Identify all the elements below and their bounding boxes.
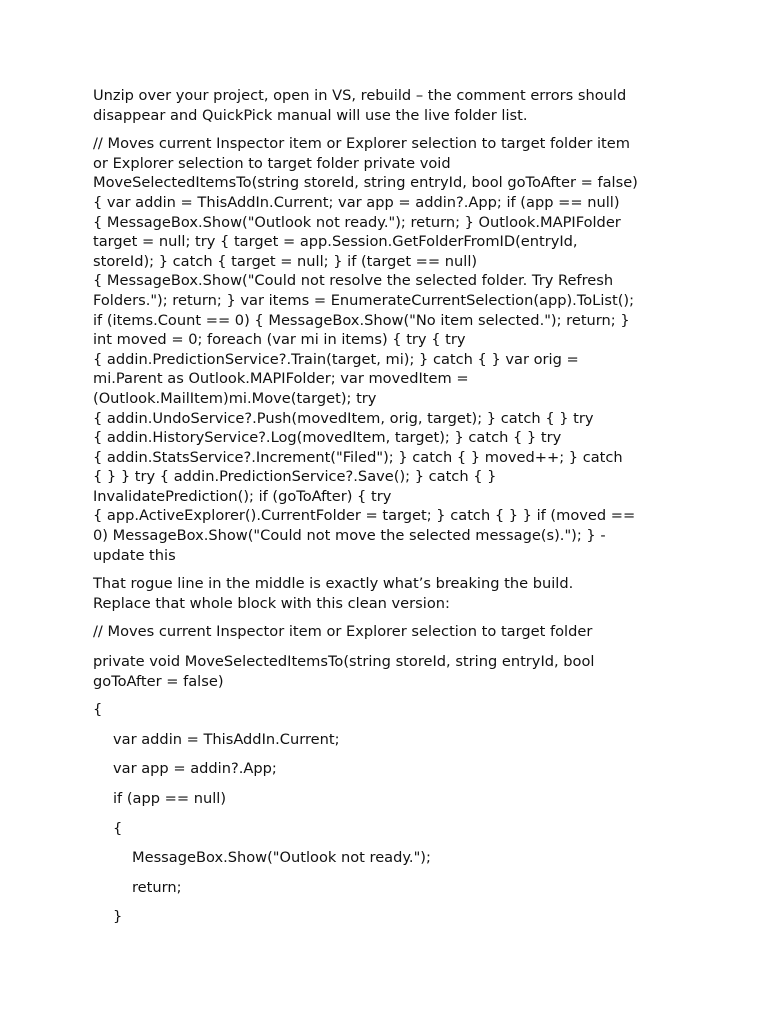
intro-paragraph: Unzip over your project, open in VS, rebuild – the comment errors should disappear and QuickPick manual will use the live folder list. xyxy=(93,87,627,124)
signature-line: goToAfter = false) xyxy=(93,672,224,690)
document-page xyxy=(93,86,693,937)
explanation-line: Replace that whole block with this clean version: xyxy=(93,594,450,612)
clean-inner-close-brace: } xyxy=(113,908,123,926)
broken-line: (Outlook.MailItem)mi.Move(target); try xyxy=(93,389,377,407)
clean-inner-open-brace: { xyxy=(113,819,123,837)
clean-open-brace: { xyxy=(93,701,103,719)
broken-line: { addin.UndoService?.Push(movedItem, orig, target); } catch { } try xyxy=(93,409,594,427)
broken-line: MoveSelectedItemsTo(string storeId, string entryId, bool goToAfter = false) xyxy=(93,174,638,192)
broken-line: { addin.StatsService?.Increment("Filed"); } catch { } moved++; } catch xyxy=(93,448,623,466)
broken-line: InvalidatePrediction(); if (goToAfter) { try xyxy=(93,487,392,505)
clean-if-line: if (app == null) xyxy=(113,790,227,807)
clean-app-line: var app = addin?.App; xyxy=(113,760,277,778)
broken-code-block xyxy=(93,134,693,565)
broken-line: Folders."); return; } var items = EnumerateCurrentSelection(app).ToList(); xyxy=(93,291,635,309)
broken-line: // Moves current Inspector item or Explorer selection to target folder item xyxy=(93,135,630,153)
broken-line: 0) MessageBox.Show("Could not move the selected message(s)."); } - xyxy=(93,527,606,545)
broken-line: mi.Parent as Outlook.MAPIFolder; var movedItem = xyxy=(93,370,469,388)
clean-messagebox-line: MessageBox.Show("Outlook not ready."); xyxy=(132,849,431,867)
broken-line: or Explorer selection to target folder private void xyxy=(93,154,451,172)
broken-line: int moved = 0; foreach (var mi in items) { try { try xyxy=(93,331,466,349)
broken-line: storeId); } catch { target = null; } if (target == null) xyxy=(93,252,478,270)
broken-line: if (items.Count == 0) { MessageBox.Show("No item selected."); return; } xyxy=(93,311,630,329)
broken-line: { addin.HistoryService?.Log(movedItem, target); } catch { } try xyxy=(93,429,562,447)
explanation-line: That rogue line in the middle is exactly what’s breaking the build. xyxy=(93,575,574,593)
clean-signature xyxy=(93,652,693,691)
broken-line: { app.ActiveExplorer().CurrentFolder = target; } catch { } } if (moved == xyxy=(93,507,636,525)
broken-line: { addin.PredictionService?.Train(target, mi); } catch { } var orig = xyxy=(93,350,579,368)
explanation-paragraph xyxy=(93,574,693,613)
clean-addin-line: var addin = ThisAddIn.Current; xyxy=(113,730,340,748)
broken-line: { MessageBox.Show("Outlook not ready."); return; } Outlook.MAPIFolder xyxy=(93,213,621,231)
broken-line: update this xyxy=(93,546,176,564)
clean-comment: // Moves current Inspector item or Explorer selection to target folder xyxy=(93,623,593,641)
broken-line: { } } try { addin.PredictionService?.Save(); } catch { } xyxy=(93,468,497,486)
broken-line: { var addin = ThisAddIn.Current; var app = addin?.App; if (app == null) xyxy=(93,193,620,211)
broken-line: target = null; try { target = app.Session.GetFolderFromID(entryId, xyxy=(93,233,578,251)
clean-return-line: return; xyxy=(132,878,182,896)
broken-line: { MessageBox.Show("Could not resolve the selected folder. Try Refresh xyxy=(93,272,614,290)
signature-line: private void MoveSelectedItemsTo(string storeId, string entryId, bool xyxy=(93,653,595,671)
